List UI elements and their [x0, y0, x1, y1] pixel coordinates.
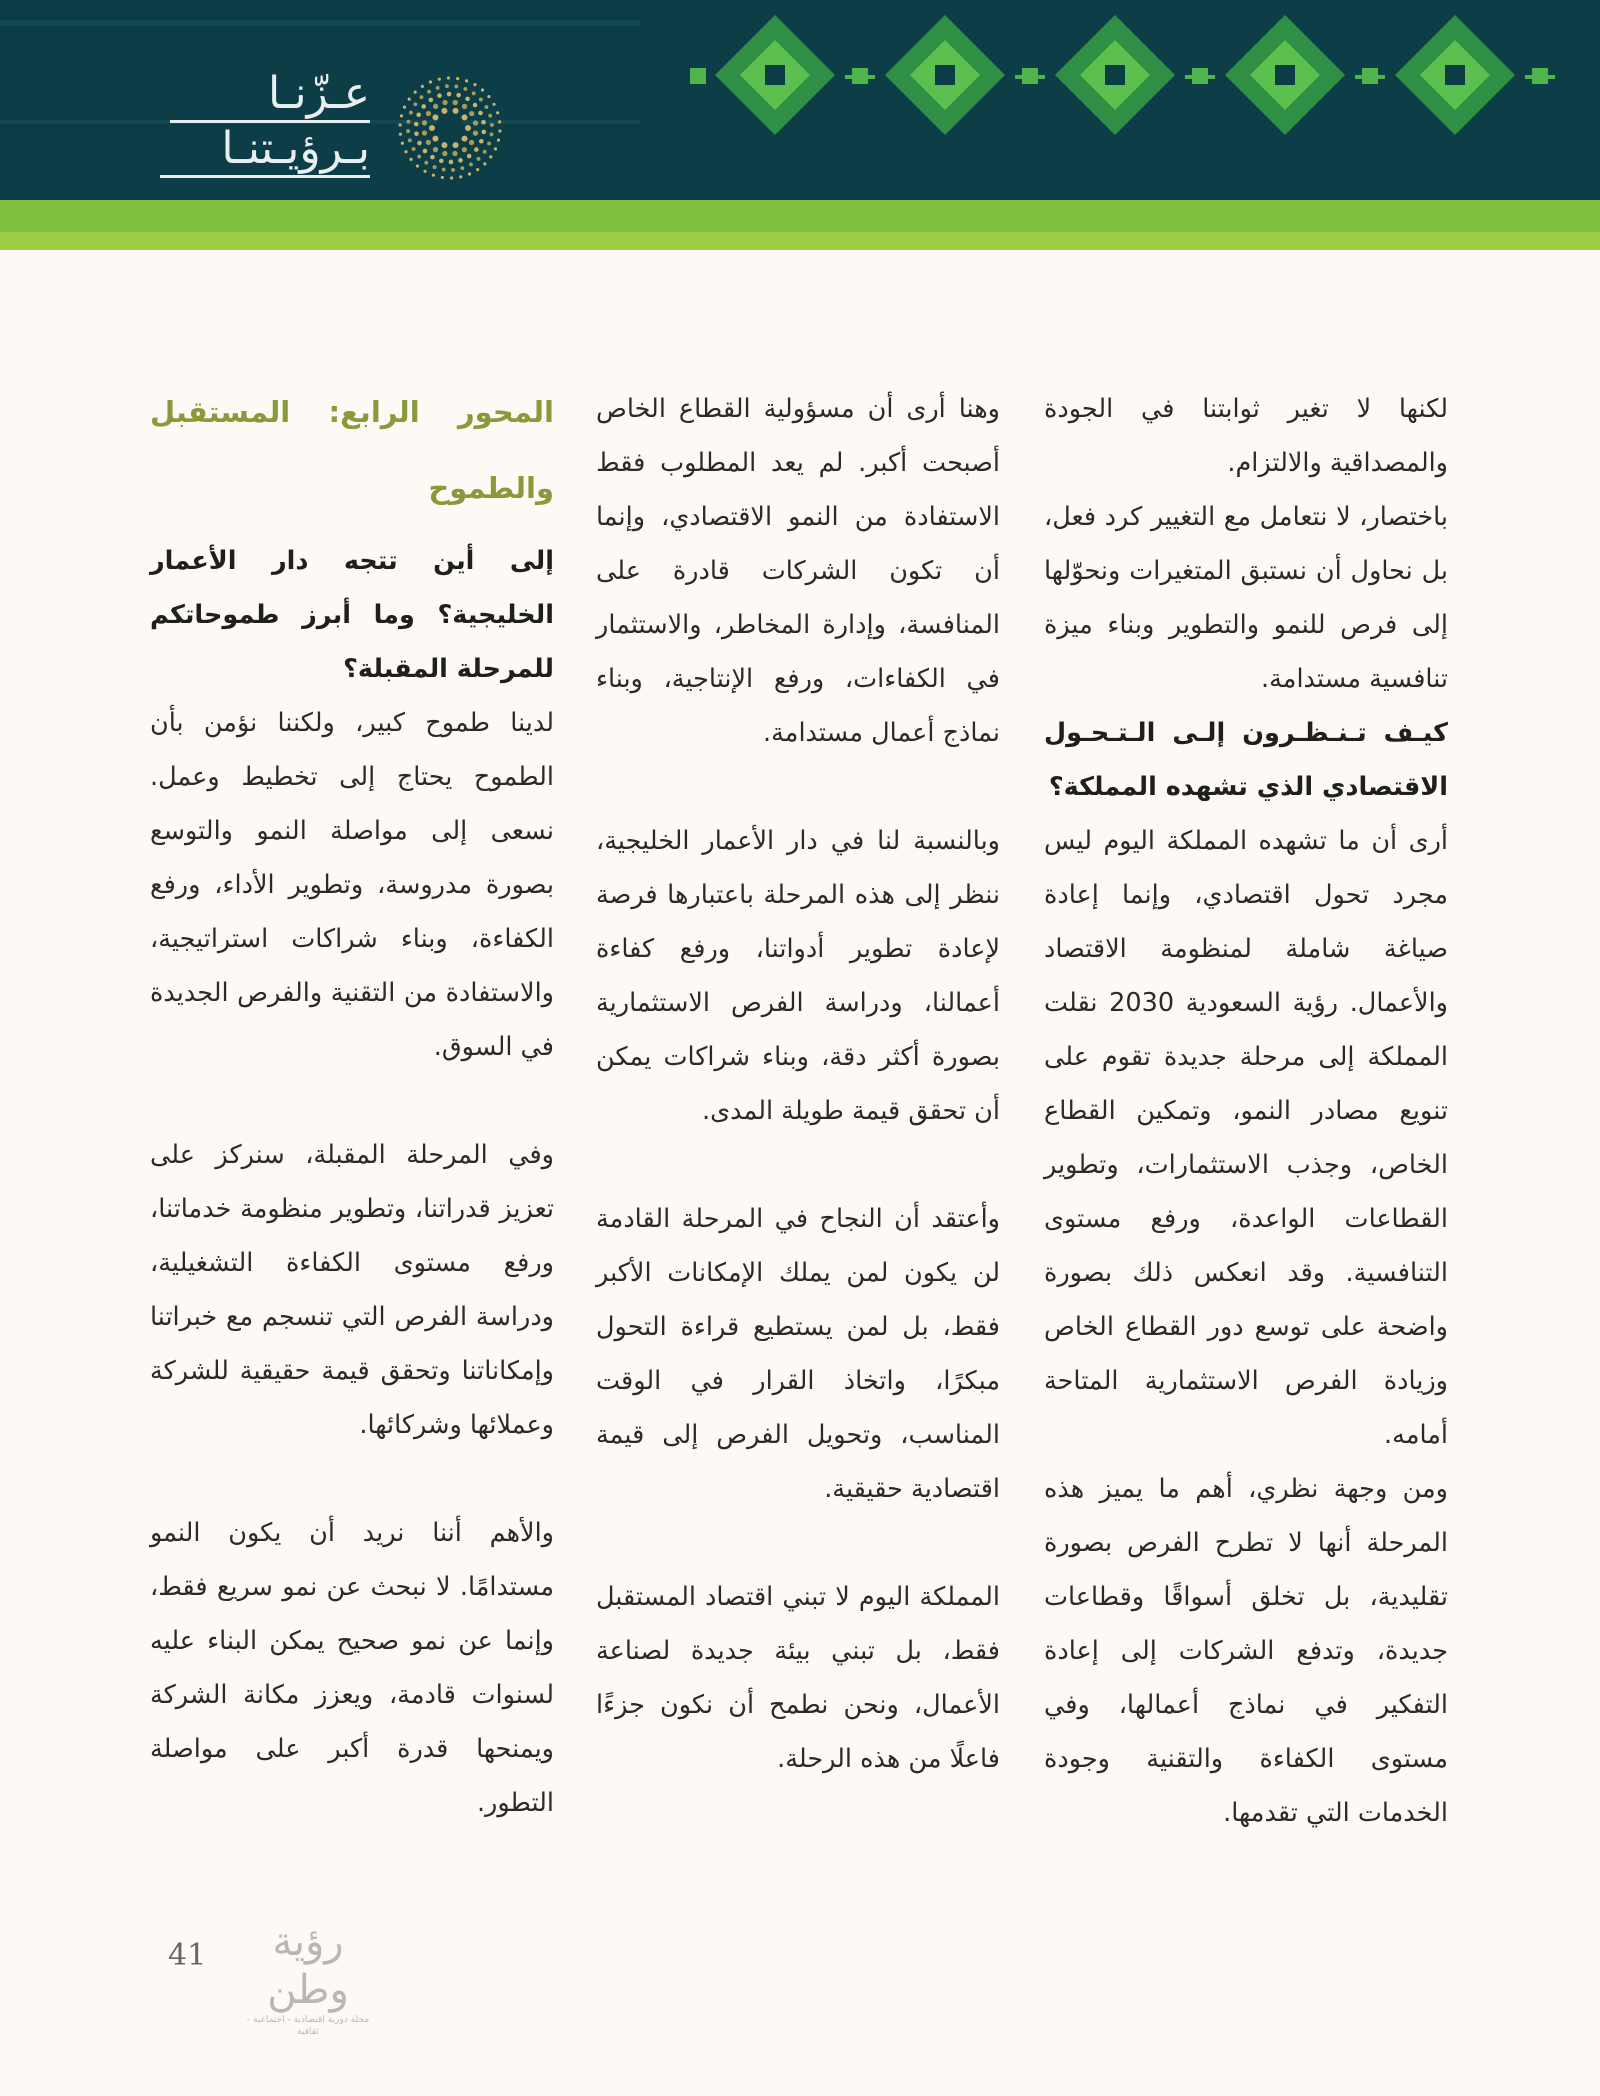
- paragraph: والأهم أننا نريد أن يكون النمو مستدامًا. لا نبحث عن نمو سريع فقط، وإنما عن نمو صحيح يمكن البناء عليه لسنوات قادمة، ويعزز مكانة الشركة ويمنحها قدرة أكبر على مواصلة التطور.: [150, 1518, 554, 1818]
- paragraph-spacer: [150, 1452, 554, 1506]
- paragraph: أرى أن ما تشهده المملكة اليوم ليس مجرد تحول اقتصادي، وإنما إعادة صياغة شاملة لمنظومة الاقتصاد والأعمال. رؤية السعودية 2030 نقلت المملكة إلى مرحلة جديدة تقوم على تنويع مصادر النمو، وتمكين القطاع الخاص، وجذب الاستثمارات، وتطوير القطاعات الواعدة، ورفع مستوى التنافسية. وقد انعكس ذلك بصورة واضحة على توسع دور القطاع الخاص وزيادة الفرص الاستثمارية المتاحة أمامه.: [1044, 826, 1448, 1450]
- section-title: المحور الرابع: المستقبل والطموح: [150, 395, 554, 505]
- paragraph: لكنها لا تغير ثوابتنا في الجودة والمصداقية والالتزام.: [1044, 394, 1448, 478]
- brand-wordmark: [140, 68, 370, 178]
- paragraph-spacer: [596, 1516, 1000, 1570]
- magazine-logo-title: رؤية وطن: [267, 1919, 349, 2013]
- article-column-middle: [596, 382, 1000, 1786]
- article-column-right: [1044, 382, 1448, 1840]
- paragraph-spacer: [150, 1074, 554, 1128]
- paragraph-spacer: [596, 760, 1000, 814]
- paragraph: باختصار، لا نتعامل مع التغيير كرد فعل، بل نحاول أن نستبق المتغيرات ونحوّلها إلى فرص للنمو والتطوير وبناء ميزة تنافسية مستدامة.: [1044, 502, 1448, 694]
- paragraph: وفي المرحلة المقبلة، سنركز على تعزيز قدراتنا، وتطوير منظومة خدماتنا، ورفع مستوى الكفاءة التشغيلية، ودراسة الفرص التي تنسجم مع خبراتنا وإمكاناتنا وتحقق قيمة حقيقية للشركة وعملائها وشركائها.: [150, 1140, 554, 1440]
- paragraph: وأعتقد أن النجاح في المرحلة القادمة لن يكون لمن يملك الإمكانات الأكبر فقط، بل لمن يستطيع قراءة التحول مبكرًا، واتخاذ القرار في الوقت المناسب، وتحويل الفرص إلى قيمة اقتصادية حقيقية.: [596, 1204, 1000, 1504]
- interview-question: إلى أين تتجه دار الأعمار الخليجية؟ وما أبرز طموحاتكم للمرحلة المقبلة؟: [150, 546, 554, 684]
- paragraph: لدينا طموح كبير، ولكننا نؤمن بأن الطموح يحتاج إلى تخطيط وعمل. نسعى إلى مواصلة النمو والتوسع بصورة مدروسة، وتطوير الأداء، ورفع الكفاءة، وبناء شراكات استراتيجية، والاستفادة من التقنية والفرص الجديدة في السوق.: [150, 708, 554, 1062]
- magazine-logo-tagline: مجلة دورية اقتصادية - اجتماعية - ثقافية: [246, 2015, 370, 2037]
- page-number: 41: [168, 1938, 207, 1973]
- brand-line-1: عـزّنـا: [170, 68, 370, 123]
- paragraph-spacer: [596, 1138, 1000, 1192]
- rosette-emblem-icon: [390, 68, 510, 188]
- article-column-left: [150, 382, 554, 1830]
- paragraph: المملكة اليوم لا تبني اقتصاد المستقبل فقط، بل تبني بيئة جديدة لصناعة الأعمال، ونحن نطمح أن نكون جزءًا فاعلًا من هذه الرحلة.: [596, 1582, 1000, 1774]
- header-band: [0, 0, 1600, 250]
- interview-question: كيـف تـنـظـرون إلـى الـتـحـول الاقتصادي الذي تشهده المملكة؟: [1044, 718, 1448, 802]
- paragraph: وهنا أرى أن مسؤولية القطاع الخاص أصبحت أكبر. لم يعد المطلوب فقط الاستفادة من النمو الاقتصادي، وإنما أن تكون الشركات قادرة على المنافسة، وإدارة المخاطر، والاستثمار في الكفاءات، ورفع الإنتاجية، وبناء نماذج أعمال مستدامة.: [596, 394, 1000, 748]
- paragraph: ومن وجهة نظري، أهم ما يميز هذه المرحلة أنها لا تطرح الفرص بصورة تقليدية، بل تخلق أسواقًا وقطاعات جديدة، وتدفع الشركات إلى إعادة التفكير في نماذج أعمالها، وفي مستوى الكفاءة والتقنية وجودة الخدمات التي تقدمها.: [1044, 1474, 1448, 1828]
- brand-line-2: بـرؤيـتنـا: [160, 123, 370, 178]
- paragraph: وبالنسبة لنا في دار الأعمار الخليجية، ننظر إلى هذه المرحلة باعتبارها فرصة لإعادة تطوير أدواتنا، ورفع كفاءة أعمالنا، ودراسة الفرص الاستثمارية بصورة أكثر دقة، وبناء شراكات يمكن أن تحقق قيمة طويلة المدى.: [596, 826, 1000, 1126]
- magazine-logo: [238, 1918, 378, 2037]
